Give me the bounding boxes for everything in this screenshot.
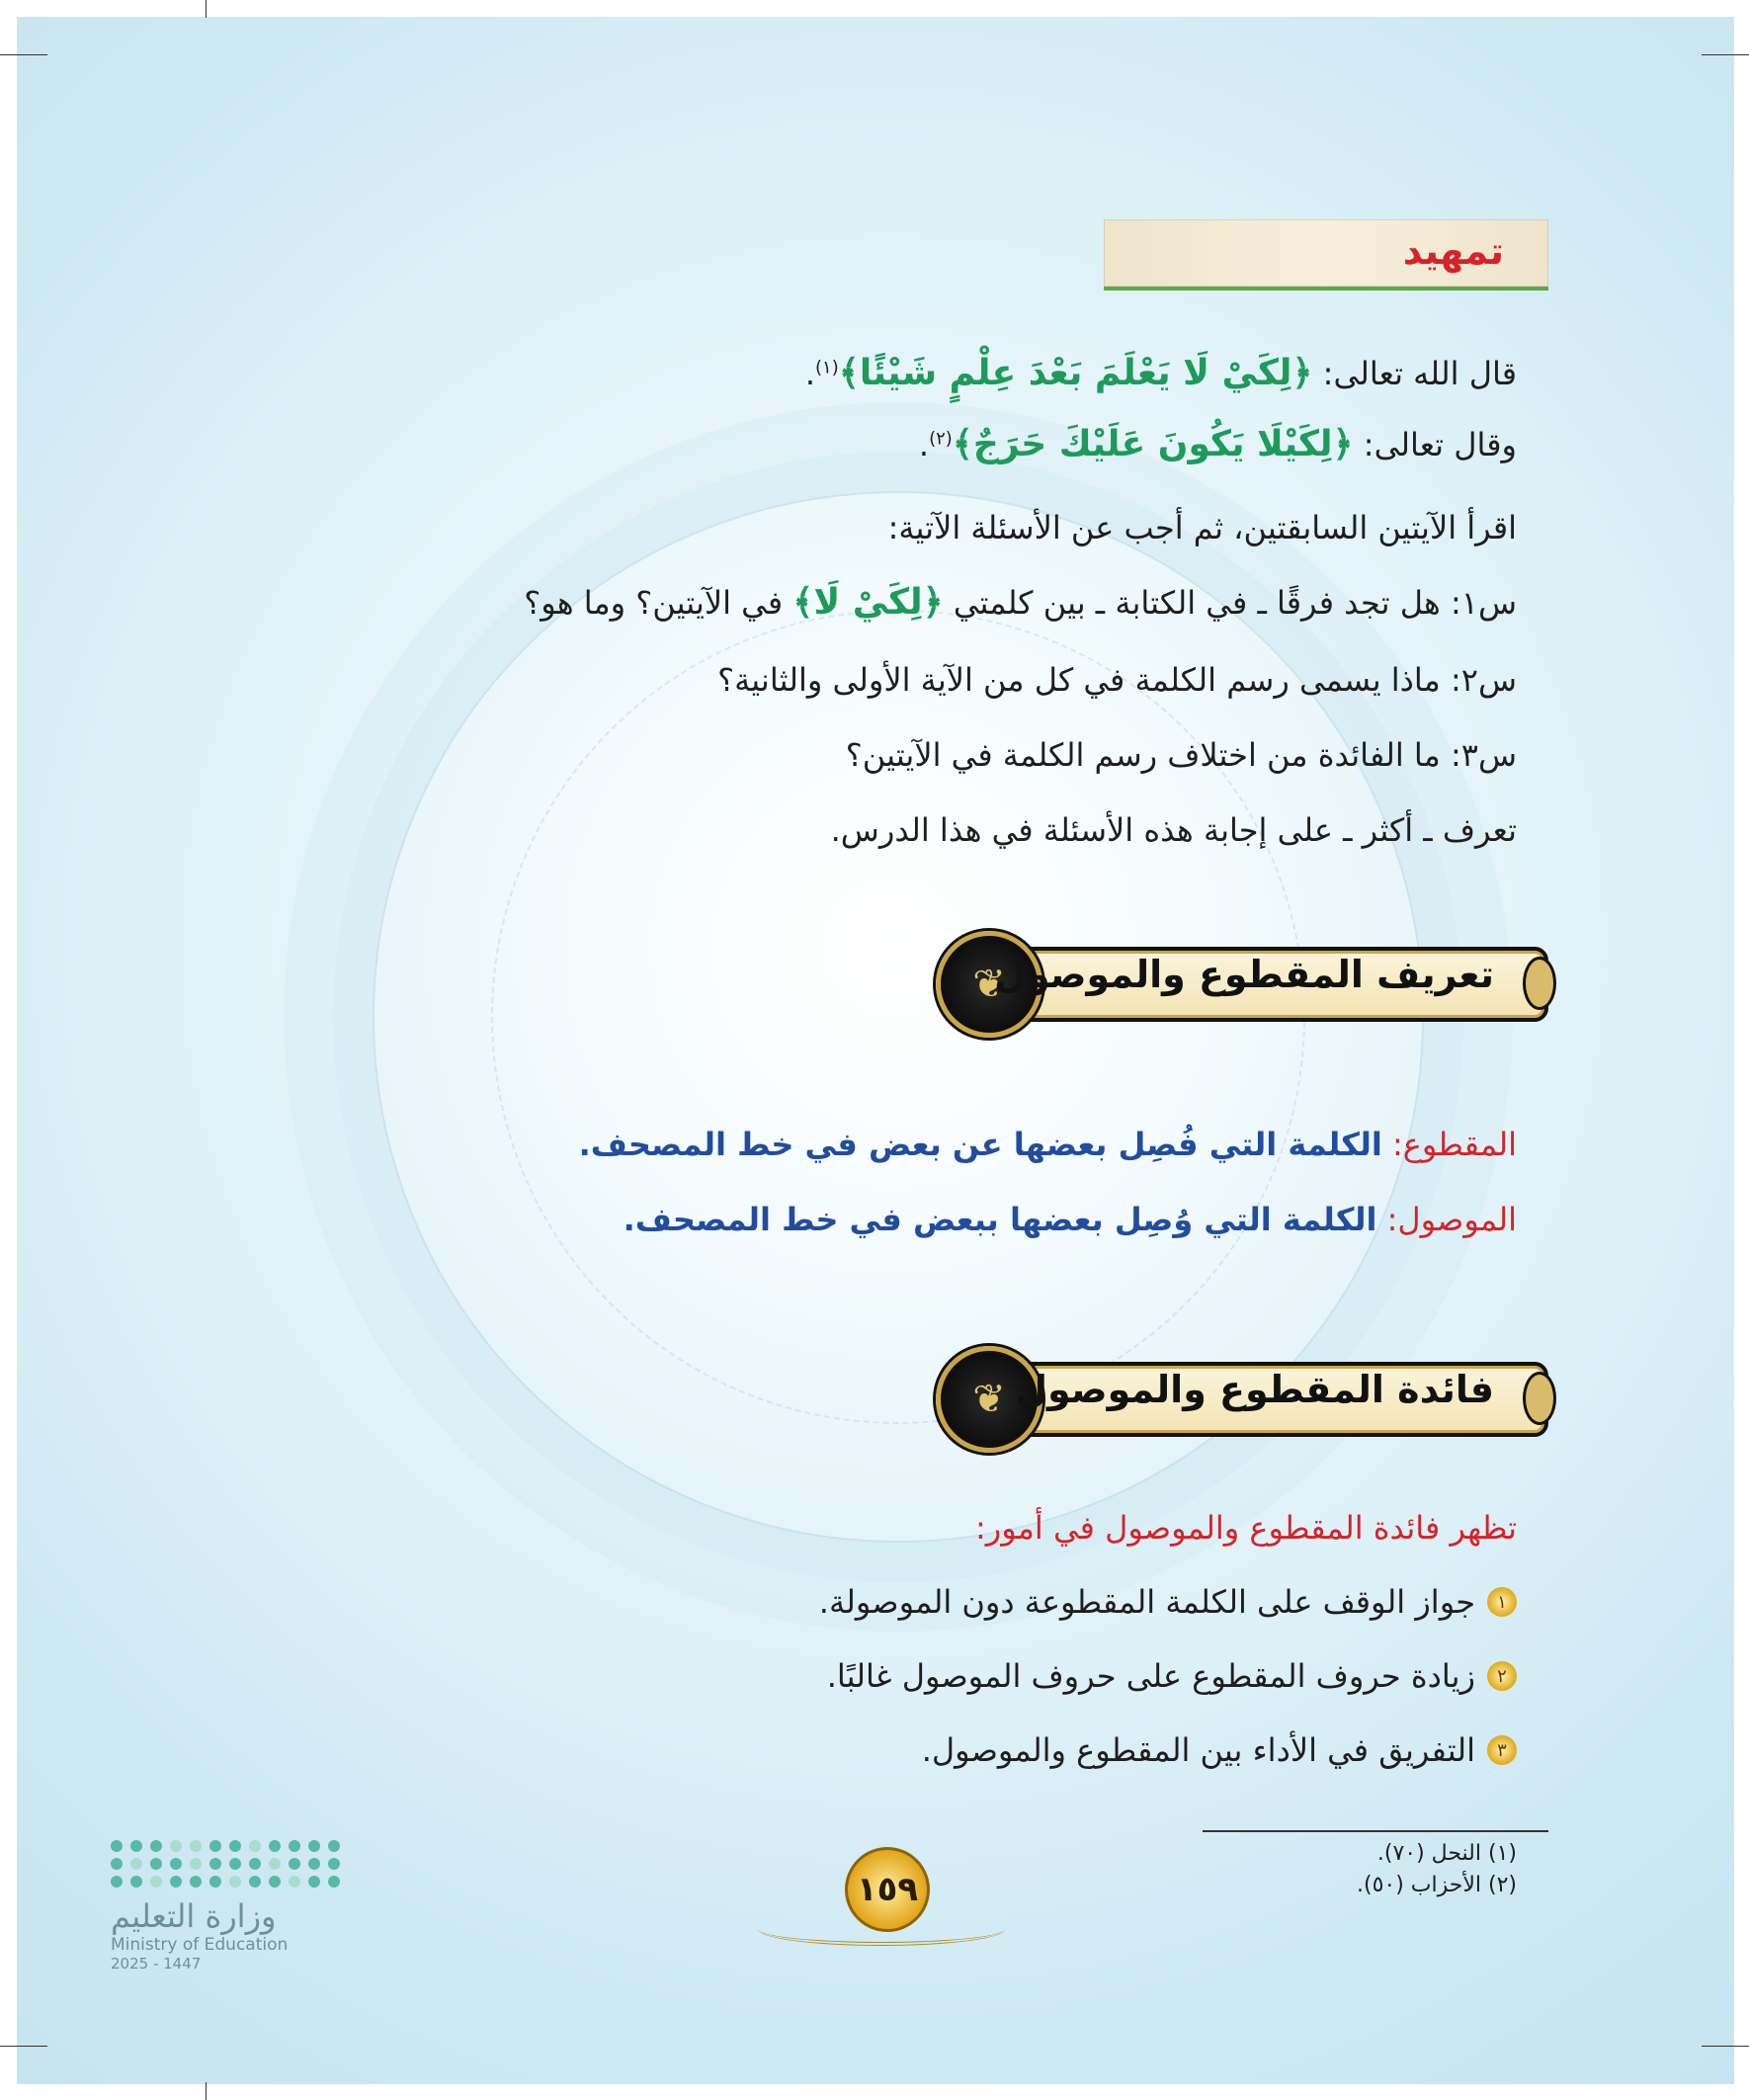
benefits-intro: تظهر فائدة المقطوع والموصول في أمور: (975, 1509, 1517, 1547)
maqtu-definition (579, 1126, 1517, 1163)
verse-1-end: . (804, 355, 815, 392)
verse-2-text: لِكَيْلَا يَكُونَ عَلَيْكَ حَرَجٌ (972, 424, 1333, 464)
question-1-after: في الآيتين؟ وما هو؟ (524, 584, 784, 622)
verse-1-footnote-ref: (١) (815, 357, 839, 378)
ministry-logo (111, 1840, 348, 1973)
list-item-text: التفريق في الأداء بين المقطوع والموصول. (921, 1731, 1475, 1769)
footnote-divider (1203, 1830, 1548, 1832)
word-close-ornament: ﴾ (792, 582, 814, 623)
list-item-text: زيادة حروف المقطوع على حروف الموصول غالبًا. (826, 1657, 1475, 1695)
verse-1-text: لِكَيْ لَا يَعْلَمَ بَعْدَ عِلْمٍ شَيْئًا (859, 353, 1292, 393)
question-1-before: س١: هل تجد فرقًا ـ في الكتابة ـ بين كلمتي (953, 584, 1517, 622)
question-1-word: لِكَيْ لَا (813, 582, 923, 623)
crop-mark (0, 54, 47, 55)
list-number-badge: ٣ (1487, 1735, 1517, 1765)
footnote-1: (١) النحل (٧٠). (1376, 1841, 1517, 1866)
section-2-title: فائدة المقطوع والموصول (1015, 1368, 1494, 1411)
banner-end-cap (1523, 1372, 1556, 1425)
crop-mark (206, 2082, 207, 2100)
intro-header-title: تمهيد (1402, 229, 1504, 273)
intro-header-box (1104, 219, 1548, 291)
maqtu-def: الكلمة التي فُصِل بعضها عن بعض في خط المصحف. (578, 1126, 1382, 1163)
section-2-banner (936, 1346, 1548, 1445)
section-1-title: تعريف المقطوع والموصول (994, 953, 1494, 996)
verse-2-footnote-ref: (٢) (929, 428, 953, 450)
list-item-text: جواز الوقف على الكلمة المقطوعة دون الموصولة. (818, 1583, 1475, 1621)
crop-mark (206, 0, 207, 18)
verse-1-line (805, 353, 1517, 393)
verse-close-ornament: ﴾ (838, 353, 860, 393)
crop-mark (1702, 2046, 1749, 2047)
list-number-badge: ١ (1487, 1587, 1517, 1617)
section-1-banner (936, 931, 1548, 1030)
footnote-2: (٢) الأحزاب (٥٠). (1356, 1873, 1517, 1897)
mawsul-def: الكلمة التي وُصِل بعضها ببعض في خط المصحف. (623, 1201, 1377, 1238)
grape-leaf-icon: ❦ (936, 931, 1042, 1038)
logo-year: 2025 - 1447 (111, 1955, 202, 1973)
mawsul-definition (624, 1201, 1517, 1238)
list-number-badge: ٢ (1487, 1661, 1517, 1691)
grape-leaf-icon: ❦ (936, 1346, 1042, 1453)
logo-dots-icon (111, 1840, 348, 1888)
question-1 (524, 582, 1517, 623)
closing-line: تعرف ـ أكثر ـ على إجابة هذه الأسئلة في هذا الدرس. (830, 811, 1517, 849)
banner-end-cap (1523, 957, 1556, 1010)
verse-open-ornament: ﴿ (1332, 424, 1354, 464)
verse-1-prefix: قال الله تعالى: (1322, 355, 1517, 392)
mawsul-term: الموصول: (1386, 1201, 1517, 1238)
page-number: ١٥٩ (845, 1847, 930, 1932)
word-open-ornament: ﴿ (922, 582, 944, 623)
list-item (819, 1583, 1517, 1621)
verse-2-prefix: وقال تعالى: (1363, 426, 1517, 463)
question-2: س٢: ماذا يسمى رسم الكلمة في كل من الآية الأولى والثانية؟ (717, 661, 1517, 699)
page-background (17, 17, 1734, 2084)
verse-close-ornament: ﴾ (952, 424, 973, 464)
list-item (827, 1657, 1517, 1695)
verse-2-line (919, 424, 1517, 464)
crop-mark (1702, 54, 1749, 55)
verse-2-end: . (918, 426, 930, 463)
list-item (922, 1731, 1517, 1769)
verse-open-ornament: ﴿ (1291, 353, 1313, 393)
question-3: س٣: ما الفائدة من اختلاف رسم الكلمة في الآيتين؟ (845, 736, 1517, 774)
instruction-line: اقرأ الآيتين السابقتين، ثم أجب عن الأسئلة الآتية: (887, 509, 1517, 546)
maqtu-term: المقطوع: (1392, 1126, 1517, 1163)
crop-mark (0, 2046, 47, 2047)
logo-english: Ministry of Education (111, 1935, 289, 1955)
logo-arabic: وزارة التعليم (111, 1897, 277, 1935)
